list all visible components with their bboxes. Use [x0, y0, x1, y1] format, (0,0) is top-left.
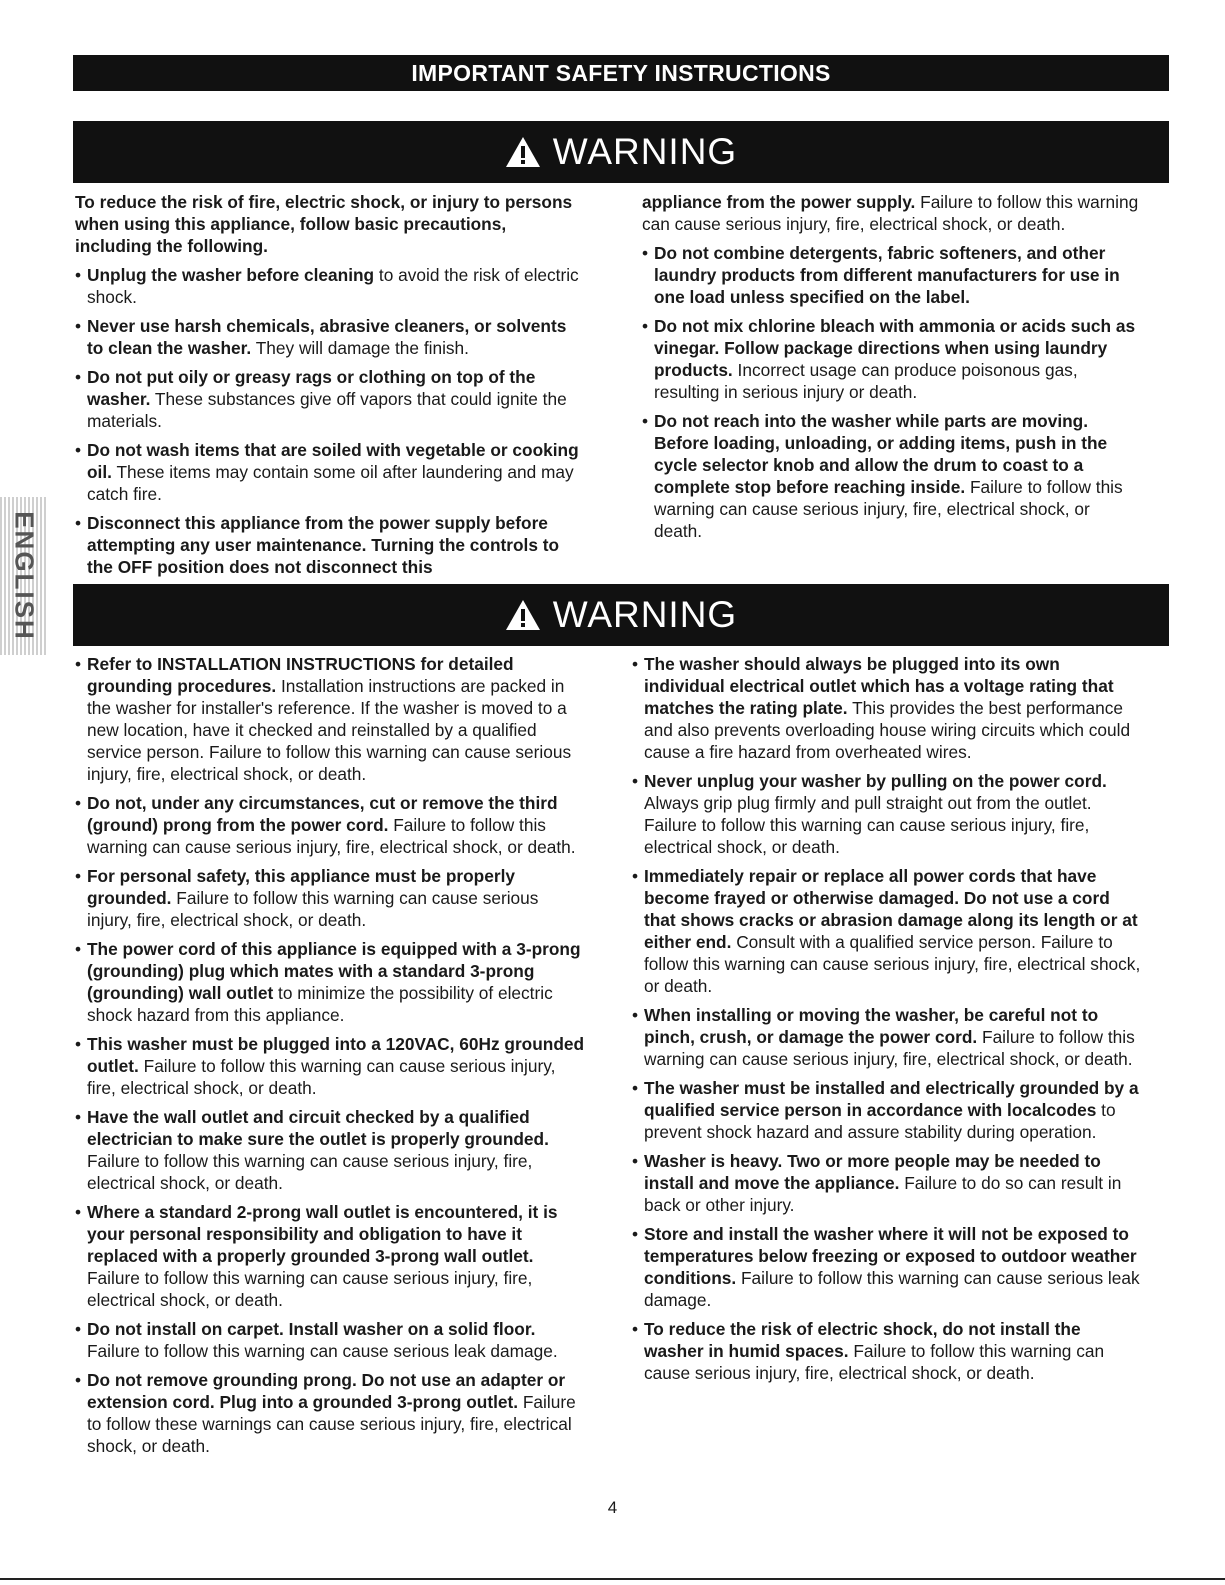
warning-banner-2 — [73, 584, 1169, 646]
safety-item-text: Failure to follow this warning can cause serious injury, fire, electrical shock, or death. — [87, 815, 576, 857]
bullet-dot: • — [642, 411, 649, 431]
safety-item-text: Failure to follow this warning can cause serious injury, fire, electrical shock, or death. — [87, 1268, 533, 1310]
safety-item-bold: Do not combine detergents, fabric softeners, and other laundry products from different manufacturers for use in one load unless specified on the label. — [654, 243, 1120, 307]
safety-item-bold: Never use harsh chemicals, abrasive cleaners, or solvents to clean the washer. — [87, 316, 567, 358]
warning-label: WARNING — [552, 594, 738, 635]
safety-item — [75, 938, 585, 1026]
safety-item-bold: The power cord of this appliance is equipped with a 3-prong (grounding) plug which mates with a standard 3-prong (grounding) wall outlet — [87, 939, 581, 1003]
bullet-dot: • — [632, 654, 639, 674]
bullet-dot: • — [75, 1034, 82, 1054]
bullet-dot: • — [75, 1319, 82, 1339]
safety-item — [75, 865, 585, 931]
safety-item-bold: Unplug the washer before cleaning — [87, 265, 375, 285]
safety-item — [632, 1077, 1142, 1143]
safety-item — [75, 792, 585, 858]
safety-item-text: Failure to follow these warnings can cause serious injury, fire, electrical shock, or death. — [87, 1392, 576, 1456]
safety-item-text: Always grip plug firmly and pull straight out from the outlet. Failure to follow this warning can cause serious injury, fire, electrical shock, or death. — [644, 793, 1092, 857]
safety-item-text: to minimize the possibility of electric shock hazard from this appliance. — [87, 983, 553, 1025]
safety-item-text: This provides the best performance and also prevents overloading house wiring circuits which could cause a fire hazard from overheated wires. — [644, 698, 1131, 762]
warning2-right-column — [632, 653, 1142, 1391]
safety-item — [75, 264, 585, 308]
safety-item-text: Failure to follow this warning can cause serious injury, fire, electrical shock, or death. — [654, 477, 1123, 541]
warning-triangle-icon — [505, 599, 541, 631]
bullet-dot: • — [632, 866, 639, 886]
bullet-dot: • — [75, 793, 82, 813]
bullet-dot: • — [75, 1202, 82, 1222]
warning-banner-1 — [73, 121, 1169, 183]
bullet-dot: • — [632, 771, 639, 791]
safety-item-bold: Never unplug your washer by pulling on the power cord. — [644, 771, 1107, 791]
safety-item-bold: Do not install on carpet. Install washer on a solid floor. — [87, 1319, 536, 1339]
bullet-dot: • — [642, 243, 649, 263]
continuation-text: Failure to follow this warning can cause serious injury, fire, electrical shock, or death. — [642, 192, 1139, 234]
safety-item-bold: Do not wash items that are soiled with vegetable or cooking oil. — [87, 440, 579, 482]
safety-item-bold: Refer to INSTALLATION INSTRUCTIONS for detailed grounding procedures. — [87, 654, 514, 696]
bullet-dot: • — [642, 316, 649, 336]
safety-item-bold: Washer is heavy. Two or more people may be needed to install and move the appliance. — [644, 1151, 1101, 1193]
bullet-dot: • — [75, 1107, 82, 1127]
page-number: 4 — [607, 1498, 618, 1517]
safety-item — [632, 770, 1142, 858]
safety-item-bold: Do not, under any circumstances, cut or remove the third (ground) prong from the power cord. — [87, 793, 558, 835]
safety-item-bold: Where a standard 2-prong wall outlet is encountered, it is your personal responsibility and obligation to have it replaced with a properly grounded 3-prong wall outlet. — [87, 1202, 558, 1266]
safety-item-text: Failure to follow this warning can cause serious leak damage. — [87, 1341, 558, 1361]
warning-triangle-icon — [505, 136, 541, 168]
warning1-continuation — [642, 191, 1142, 235]
safety-item-bold: The washer should always be plugged into its own individual electrical outlet which has a voltage rating that matches the rating plate. — [644, 654, 1114, 718]
safety-item — [75, 315, 585, 359]
safety-item-text: Failure to follow this warning can cause serious leak damage. — [644, 1268, 1140, 1310]
safety-item — [642, 410, 1142, 542]
safety-item — [632, 1223, 1142, 1311]
bullet-dot: • — [632, 1319, 639, 1339]
bullet-dot: • — [75, 513, 82, 533]
language-tab — [0, 497, 48, 655]
continuation-bold: appliance from the power supply. — [642, 192, 916, 212]
safety-item — [75, 1106, 585, 1194]
safety-item-bold: Do not put oily or greasy rags or clothing on top of the washer. — [87, 367, 536, 409]
safety-item-bold: The washer must be installed and electrically grounded by a qualified service person in accordance with localcodes — [644, 1078, 1139, 1120]
safety-item — [75, 1318, 585, 1362]
safety-item-text: Failure to follow this warning can cause serious injury, fire, electrical shock, or death. — [644, 1341, 1105, 1383]
safety-item — [642, 242, 1142, 308]
safety-item-text: to prevent shock hazard and assure stability during operation. — [644, 1100, 1116, 1142]
safety-item — [632, 1150, 1142, 1216]
safety-item — [632, 653, 1142, 763]
warning-label: WARNING — [552, 131, 738, 172]
safety-item-bold: Do not mix chlorine bleach with ammonia or acids such as vinegar. Follow package directions when using laundry products. — [654, 316, 1136, 380]
safety-item-text: Installation instructions are packed in the washer for installer's reference. If the washer is moved to a new location, have it checked and reinstalled by a qualified service person. Failure to follow this warning can cause serious injury, fire, electrical shock, or death. — [87, 676, 572, 784]
bullet-dot: • — [632, 1078, 639, 1098]
bullet-dot: • — [75, 866, 82, 886]
bullet-dot: • — [75, 654, 82, 674]
warning2-left-column — [75, 653, 585, 1464]
safety-item-text: Failure to follow this warning can cause serious injury, fire, electrical shock, or death. — [644, 1027, 1135, 1069]
safety-item — [75, 439, 585, 505]
safety-item-bold: When installing or moving the washer, be careful not to pinch, crush, or damage the power cord. — [644, 1005, 1099, 1047]
bullet-dot: • — [75, 440, 82, 460]
safety-item — [75, 1201, 585, 1311]
bottom-rule — [0, 1578, 1225, 1580]
safety-item-text: These substances give off vapors that could ignite the materials. — [87, 389, 567, 431]
safety-item — [75, 653, 585, 785]
safety-item-bold: This washer must be plugged into a 120VAC, 60Hz grounded outlet. — [87, 1034, 585, 1076]
bullet-dot: • — [75, 265, 82, 285]
warning1-right-column — [642, 191, 1142, 549]
safety-item-text: to avoid the risk of electric shock. — [87, 265, 579, 307]
warning1-intro: To reduce the risk of fire, electric shock, or injury to persons when using this appliance, follow basic precautions, including the following. — [75, 192, 573, 256]
safety-item-bold: Do not remove grounding prong. Do not use an adapter or extension cord. Plug into a grounded 3-prong outlet. — [87, 1370, 566, 1412]
safety-item-text: These items may contain some oil after laundering and may catch fire. — [87, 462, 574, 504]
bullet-dot: • — [632, 1005, 639, 1025]
safety-item — [75, 366, 585, 432]
safety-item-text: Failure to follow this warning can cause serious injury, fire, electrical shock, or death. — [87, 1151, 533, 1193]
bullet-dot: • — [75, 1370, 82, 1390]
safety-item — [632, 865, 1142, 997]
safety-item-text: They will damage the finish. — [251, 338, 469, 358]
bullet-dot: • — [75, 367, 82, 387]
safety-item-bold: Immediately repair or replace all power cords that have become frayed or otherwise damaged. Do not use a cord that shows cracks or abrasion damage along its length or at either end. — [644, 866, 1138, 952]
safety-item — [75, 512, 585, 578]
bullet-dot: • — [632, 1224, 639, 1244]
language-tab-label: ENGLISH — [9, 511, 40, 641]
safety-item-bold: Have the wall outlet and circuit checked by a qualified electrician to make sure the outlet is properly grounded. — [87, 1107, 549, 1149]
safety-item-bold: For personal safety, this appliance must be properly grounded. — [87, 866, 515, 908]
bullet-dot: • — [632, 1151, 639, 1171]
safety-item-text: Incorrect usage can produce poisonous gas, resulting in serious injury or death. — [654, 360, 1078, 402]
safety-item — [642, 315, 1142, 403]
bullet-dot: • — [75, 939, 82, 959]
safety-item-bold: Disconnect this appliance from the power supply before attempting any user maintenance. Turning the controls to the OFF position does not disconnect this — [87, 513, 560, 577]
safety-item — [632, 1004, 1142, 1070]
safety-item-text: Failure to do so can result in back or other injury. — [644, 1173, 1122, 1215]
safety-item — [75, 1033, 585, 1099]
warning1-left-column — [75, 191, 585, 585]
safety-item — [632, 1318, 1142, 1384]
bullet-dot: • — [75, 316, 82, 336]
safety-item-bold: Store and install the washer where it will not be exposed to temperatures below freezing or exposed to outdoor weather conditions. — [644, 1224, 1137, 1288]
safety-item-text: Failure to follow this warning can cause serious injury, fire, electrical shock, or death. — [87, 888, 539, 930]
safety-item-bold: Do not reach into the washer while parts are moving. Before loading, unloading, or adding items, push in the cycle selector knob and allow the drum to coast to a complete stop before reaching inside. — [654, 411, 1108, 497]
safety-item-bold: To reduce the risk of electric shock, do not install the washer in humid spaces. — [644, 1319, 1081, 1361]
safety-item-text: Consult with a qualified service person. Failure to follow this warning can cause serious injury, fire, electrical shock, or death. — [644, 932, 1141, 996]
safety-item — [75, 1369, 585, 1457]
page-header: IMPORTANT SAFETY INSTRUCTIONS — [73, 55, 1169, 91]
safety-item-text: Failure to follow this warning can cause serious injury, fire, electrical shock, or death. — [87, 1056, 556, 1098]
